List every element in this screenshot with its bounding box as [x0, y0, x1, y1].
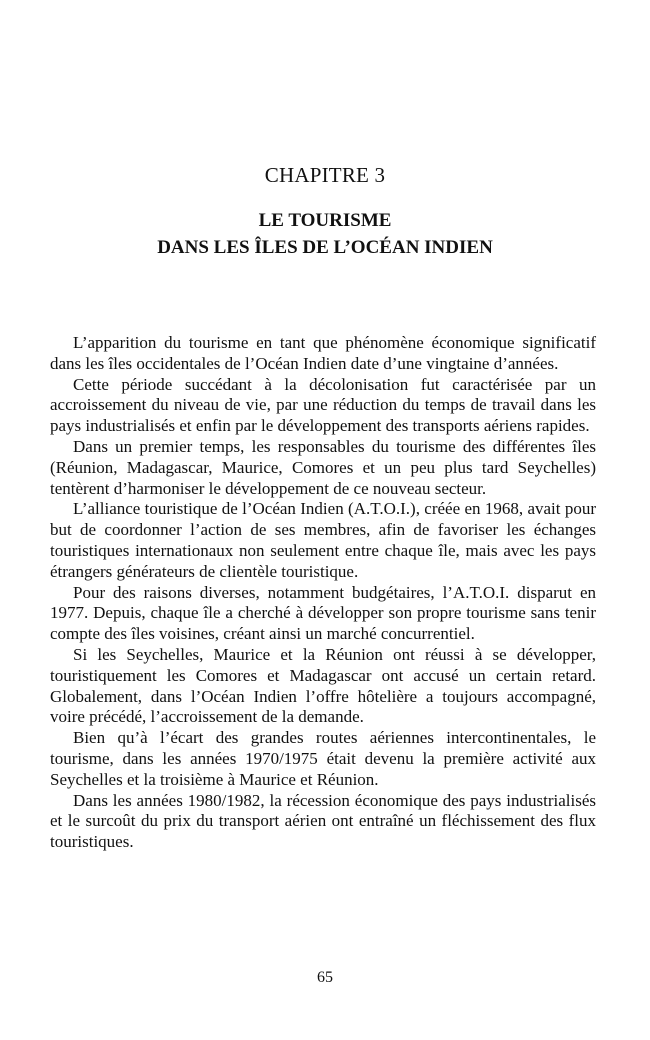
chapter-title-line-2: DANS LES ÎLES DE L’OCÉAN INDIEN	[157, 237, 493, 258]
paragraph: Pour des raisons diverses, notamment budgétaires, l’A.T.O.I. disparut en 1977. Depuis, chaque île a cherché à développer son propre tourisme sans tenir compte des îles voisines, créant ainsi un marché concurrentiel.	[50, 582, 596, 644]
paragraph: Bien qu’à l’écart des grandes routes aériennes intercontinentales, le tourisme, dans les années 1970/1975 était devenu la première activité aux Seychelles et la troisième à Maurice et Réunion.	[50, 728, 596, 789]
paragraph: L’alliance touristique de l’Océan Indien (A.T.O.I.), créée en 1968, avait pour but de coordonner l’action de ses membres, afin de favoriser les échanges touristiques internationaux non seulement entre chaque île, mais avec les pays étrangers générateurs de clientèle touristique.	[50, 499, 596, 581]
paragraph: Cette période succédant à la décolonisation fut caractérisée par un accroissement du niveau de vie, par une réduction du temps de travail dans les pays industrialisés et enfin par le développement des transports aériens rapides.	[50, 374, 596, 436]
body-text	[50, 333, 596, 853]
chapter-title-line-1: LE TOURISME	[258, 210, 392, 231]
paragraph: Si les Seychelles, Maurice et la Réunion ont réussi à se développer, touristiquement les Comores et Madagascar ont accusé un certain retard. Globalement, dans l’Océan Indien l’offre hôtelière a toujours accompagné, voire précédé, l’accroissement de la demande.	[50, 644, 596, 727]
paragraph: Dans un premier temps, les responsables du tourisme des différentes îles (Réunion, Madagascar, Maurice, Comores et un peu plus tard Seychelles) tentèrent d’harmoniser le développement de ce nouveau secteur.	[50, 436, 596, 498]
paragraph: Dans les années 1980/1982, la récession économique des pays industrialisés et le surcoût du prix du transport aérien ont entraîné un fléchissement des flux touristiques.	[50, 790, 596, 852]
paragraph: L’apparition du tourisme en tant que phénomène économique significatif dans les îles occidentales de l’Océan Indien date d’une vingtaine d’années.	[50, 333, 596, 373]
chapter-number: CHAPITRE 3	[264, 163, 386, 187]
page-number: 65	[317, 969, 333, 986]
chapter-title	[0, 207, 650, 261]
